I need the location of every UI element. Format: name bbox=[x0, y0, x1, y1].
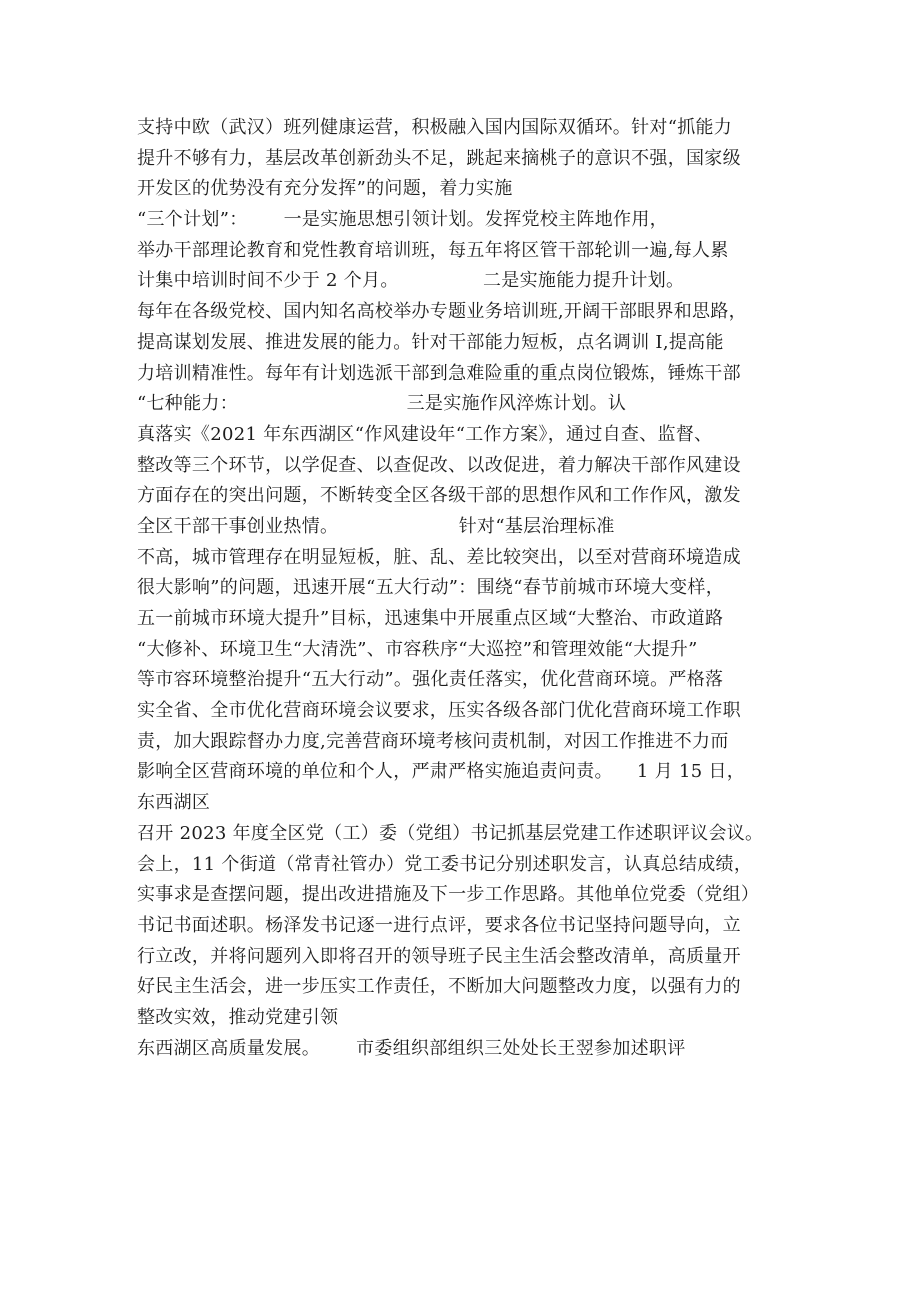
text-line: 支持中欧（武汉）班列健康运营，积极融入国内国际双循环。针对“抓能力 bbox=[137, 117, 733, 138]
body-text bbox=[137, 113, 797, 1064]
text-line: 东西湖区高质量发展。 市委组织部组织三处处长王翌参加述职评 bbox=[137, 1037, 686, 1059]
text-line: 好民主生活会，进一步压实工作责任，不断加大问题整改力度，以强有力的 bbox=[137, 976, 741, 998]
text-line: 召开 2023 年度全区党（工）委（党组）书记抓基层党建工作述职评议会议。 bbox=[137, 822, 764, 844]
text-line: 实全省、全市优化营商环境会议要求，压实各级各部门优化营商环境工作职 bbox=[137, 700, 741, 722]
text-line: 提高谋划发展、推进发展的能力。针对干部能力短板，点名调训 I,提高能 bbox=[137, 331, 724, 353]
text-line: 行立改，并将问题列入即将召开的领导班子民主生活会整改清单，高质量开 bbox=[137, 945, 741, 967]
text-line: 东西湖区 bbox=[137, 792, 211, 814]
text-line: 每年在各级党校、国内知名高校举办专题业务培训班,开阔干部眼界和思路， bbox=[137, 301, 747, 323]
text-line: 全区干部干事创业热情。 针对“基层治理标准 bbox=[137, 515, 615, 537]
text-line: 责，加大跟踪督办力度,完善营商环境考核问责机制，对因工作推进不力而 bbox=[137, 730, 729, 752]
text-line: 五一前城市环境大提升”目标，迅速集中开展重点区域“大整治、市政道路 bbox=[137, 608, 724, 629]
text-line: 实事求是查摆问题，提出改进措施及下一步工作思路。其他单位党委（党组） bbox=[137, 884, 760, 906]
text-line: 整改等三个环节，以学促查、以查促改、以改促进，着力解决干部作风建设 bbox=[137, 454, 741, 476]
text-line: “三个计划”： 一是实施思想引领计划。发挥党校主阵地作用， bbox=[137, 209, 668, 231]
text-line: 影响全区营商环境的单位和个人，严肃严格实施追责问责。 1 月 15 日， bbox=[137, 761, 746, 783]
text-line: 提升不够有力，基层改革创新劲头不足，跳起来摘桃子的意识不强，国家级 bbox=[137, 147, 741, 169]
text-line: 等市容环境整治提升“五大行动”。强化责任落实，优化营商环境。严格落 bbox=[137, 669, 724, 691]
text-line: 方面存在的突出问题，不断转变全区各级干部的思想作风和工作作风，激发 bbox=[137, 485, 741, 507]
text-line: 会上，11 个街道（常青社管办）党工委书记分别述职发言，认真总结成绩， bbox=[137, 853, 753, 875]
text-line: 力培训精准性。每年有计划选派干部到急难险重的重点岗位锻炼，锤炼干部 bbox=[137, 362, 741, 384]
text-line: 不高，城市管理存在明显短板，脏、乱、差比较突出，以至对营商环境造成 bbox=[137, 546, 741, 568]
text-line: 计集中培训时间不少于 2 个月。 二是实施能力提升计划。 bbox=[137, 270, 685, 292]
text-line: 整改实效，推动党建引领 bbox=[137, 1006, 339, 1028]
text-line: 真落实《2021 年东西湖区“作风建设年“工作方案》，通过自查、监督、 bbox=[137, 423, 713, 445]
text-line: 很大影响”的问题，迅速开展“五大行动”：围绕“春节前城市环境大变样， bbox=[137, 577, 725, 599]
text-line: 书记书面述职。杨泽发书记逐一进行点评，要求各位书记坚持问题导向，立 bbox=[137, 914, 741, 936]
text-line: “大修补、环境卫生“大清洗”、市容秩序“大巡控”和管理效能“大提升” bbox=[137, 638, 698, 660]
text-line: 举办干部理论教育和党性教育培训班，每五年将区管干部轮训一遍,每人累 bbox=[137, 239, 729, 261]
text-line: 开发区的优势没有充分发挥”的问题，着力实施 bbox=[137, 178, 513, 200]
text-line: “七种能力： 三是实施作风淬炼计划。认 bbox=[137, 393, 627, 415]
